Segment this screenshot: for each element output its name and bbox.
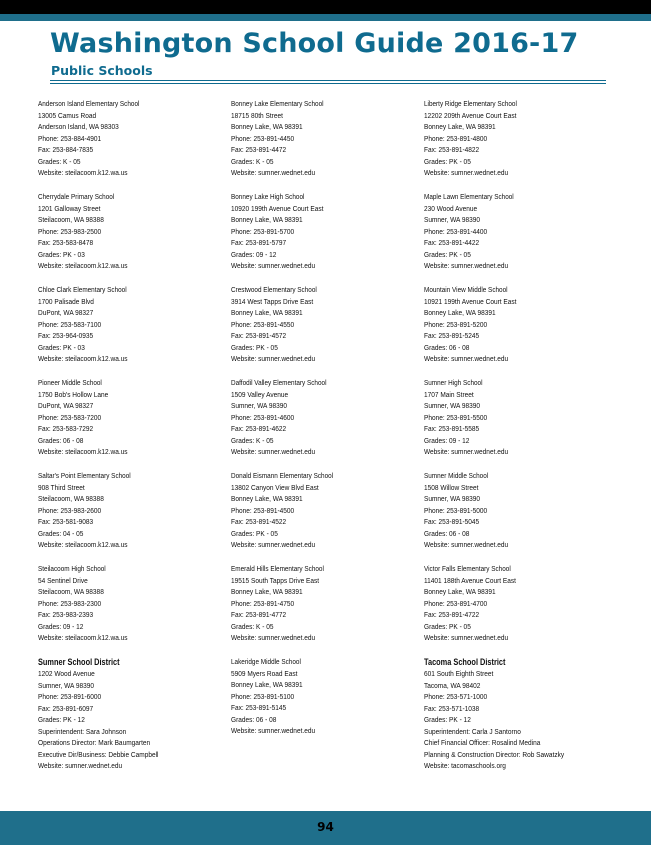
column-left bbox=[38, 98, 228, 770]
entry-detail-line: Fax: 253-891-5585 bbox=[424, 424, 480, 433]
entry-detail-line: Phone: 253-891-5700 bbox=[231, 226, 295, 236]
entry-detail-line: Grades: PK - 05 bbox=[231, 342, 278, 352]
header-rule-bottom bbox=[50, 83, 606, 84]
school-name: Pioneer Middle School bbox=[38, 378, 102, 387]
school-name: Maple Lawn Elementary School bbox=[424, 192, 514, 201]
top-teal-band bbox=[0, 14, 651, 21]
entry-detail-line: Grades: 06 - 08 bbox=[231, 714, 277, 724]
school-entry bbox=[424, 284, 614, 377]
entry-detail-line: Bonney Lake, WA 98391 bbox=[231, 215, 303, 224]
entry-detail-line: Phone: 253-891-4700 bbox=[424, 598, 488, 608]
entry-detail-line: Grades: 09 - 12 bbox=[38, 621, 84, 631]
entry-detail-line: Planning & Construction Director: Rob Sawatzky bbox=[424, 749, 565, 759]
school-name: Anderson Island Elementary School bbox=[38, 99, 140, 108]
entry-detail-line: Operations Director: Mark Baumgarten bbox=[38, 738, 151, 747]
entry-detail-line: Bonney Lake, WA 98391 bbox=[231, 122, 303, 131]
school-name: Lakeridge Middle School bbox=[231, 657, 301, 666]
entry-detail-line: Fax: 253-583-8478 bbox=[38, 238, 94, 247]
school-name: Sumner High School bbox=[424, 378, 483, 387]
entry-detail-line: Superintendent: Sara Johnson bbox=[38, 726, 127, 736]
entry-detail-line: Bonney Lake, WA 98391 bbox=[231, 308, 303, 317]
entry-detail-line: Bonney Lake, WA 98391 bbox=[231, 680, 303, 689]
entry-detail-line: Website: steilacoom.k12.wa.us bbox=[38, 261, 128, 270]
entry-detail-line: Grades: PK - 12 bbox=[424, 715, 471, 724]
school-name: Liberty Ridge Elementary School bbox=[424, 99, 517, 108]
school-entry bbox=[38, 563, 228, 656]
entry-detail-line: Grades: K - 05 bbox=[231, 621, 274, 631]
entry-detail-line: Fax: 253-983-2393 bbox=[38, 610, 94, 619]
entry-detail-line: Sumner, WA 98390 bbox=[231, 401, 288, 410]
entry-detail-line: Grades: 04 - 05 bbox=[38, 528, 84, 538]
entry-detail-line: 1509 Valley Avenue bbox=[231, 389, 289, 399]
entry-detail-line: Website: sumner.wednet.edu bbox=[231, 261, 316, 270]
school-entry bbox=[231, 656, 421, 749]
entry-detail-line: 230 Wood Avenue bbox=[424, 203, 478, 213]
school-entry bbox=[424, 191, 614, 284]
school-entry bbox=[38, 377, 228, 470]
school-entry bbox=[231, 98, 421, 191]
entry-detail-line: 1707 Main Street bbox=[424, 389, 474, 399]
district-name: Tacoma School District bbox=[424, 657, 506, 667]
entry-detail-line: Bonney Lake, WA 98391 bbox=[424, 308, 496, 317]
entry-detail-line: Grades: 06 - 08 bbox=[424, 342, 470, 352]
entry-detail-line: Sumner, WA 98390 bbox=[424, 494, 481, 503]
school-entry bbox=[38, 470, 228, 563]
entry-detail-line: Grades: PK - 03 bbox=[38, 249, 85, 259]
entry-detail-line: Fax: 253-891-6097 bbox=[38, 703, 94, 713]
school-name: Steilacoom High School bbox=[38, 564, 106, 573]
entry-detail-line: Phone: 253-891-5100 bbox=[231, 691, 295, 701]
entry-detail-line: Phone: 253-891-4500 bbox=[231, 505, 295, 515]
school-name: Saltar's Point Elementary School bbox=[38, 471, 131, 480]
header-rule-top bbox=[50, 80, 606, 81]
school-name: Mountain View Middle School bbox=[424, 285, 508, 294]
entry-detail-line: Website: sumner.wednet.edu bbox=[231, 726, 316, 735]
entry-detail-line: Website: sumner.wednet.edu bbox=[231, 447, 316, 456]
entry-detail-line: Phone: 253-891-5500 bbox=[424, 412, 488, 422]
entry-detail-line: Fax: 253-891-4422 bbox=[424, 238, 480, 247]
school-entry bbox=[231, 377, 421, 470]
district-entry bbox=[424, 656, 614, 770]
school-entry bbox=[231, 191, 421, 284]
entry-detail-line: Steilacoom, WA 98388 bbox=[38, 215, 104, 224]
school-entry bbox=[424, 470, 614, 563]
entry-detail-line: Website: sumner.wednet.edu bbox=[424, 447, 509, 456]
entry-detail-line: 908 Third Street bbox=[38, 482, 85, 492]
entry-detail-line: Website: sumner.wednet.edu bbox=[424, 540, 509, 549]
entry-detail-line: Grades: PK - 05 bbox=[424, 249, 471, 259]
school-name: Cherrydale Primary School bbox=[38, 192, 115, 201]
school-name: Donald Eismann Elementary School bbox=[231, 471, 334, 480]
entry-detail-line: Phone: 253-891-4600 bbox=[231, 412, 295, 422]
school-entry bbox=[38, 284, 228, 377]
entry-detail-line: Phone: 253-891-5000 bbox=[424, 505, 488, 515]
entry-detail-line: Grades: K - 05 bbox=[231, 435, 274, 445]
district-name: Sumner School District bbox=[38, 657, 120, 667]
entry-detail-line: Grades: 09 - 12 bbox=[424, 435, 470, 445]
entry-detail-line: Website: sumner.wednet.edu bbox=[424, 633, 509, 642]
entry-detail-line: Bonney Lake, WA 98391 bbox=[231, 494, 303, 503]
entry-detail-line: Fax: 253-891-4622 bbox=[231, 424, 287, 433]
page-title: Washington School Guide 2016-17 bbox=[50, 28, 579, 59]
school-entry bbox=[231, 563, 421, 656]
entry-detail-line: 11401 188th Avenue Court East bbox=[424, 575, 516, 585]
entry-detail-line: Website: sumner.wednet.edu bbox=[424, 261, 509, 270]
entry-detail-line: Website: steilacoom.k12.wa.us bbox=[38, 540, 128, 549]
school-name: Daffodil Valley Elementary School bbox=[231, 378, 327, 387]
entry-detail-line: Fax: 253-891-5797 bbox=[231, 238, 287, 247]
entry-detail-line: Phone: 253-884-4901 bbox=[38, 133, 102, 143]
school-name: Bonney Lake High School bbox=[231, 192, 305, 201]
entry-detail-line: 13802 Canyon View Blvd East bbox=[231, 482, 319, 492]
entry-detail-line: 13005 Camus Road bbox=[38, 110, 97, 120]
school-entry bbox=[424, 377, 614, 470]
entry-detail-line: Phone: 253-583-7200 bbox=[38, 412, 102, 422]
entry-detail-line: 5909 Myers Road East bbox=[231, 668, 298, 678]
entry-detail-line: 1508 Willow Street bbox=[424, 482, 479, 492]
entry-detail-line: Executive Dir/Business: Debbie Campbell bbox=[38, 749, 159, 759]
entry-detail-line: Sumner, WA 98390 bbox=[424, 401, 481, 410]
entry-detail-line: Phone: 253-983-2600 bbox=[38, 505, 102, 515]
entry-detail-line: Fax: 253-891-4822 bbox=[424, 145, 480, 154]
entry-detail-line: Phone: 253-891-4450 bbox=[231, 133, 295, 143]
entry-detail-line: Phone: 253-891-6000 bbox=[38, 692, 102, 701]
entry-detail-line: Website: tacomaschools.org bbox=[424, 761, 506, 770]
school-name: Sumner Middle School bbox=[424, 471, 489, 480]
entry-detail-line: Phone: 253-983-2300 bbox=[38, 598, 102, 608]
entry-detail-line: Chief Financial Officer: Rosalind Medina bbox=[424, 738, 541, 747]
entry-detail-line: DuPont, WA 98327 bbox=[38, 401, 94, 410]
entry-detail-line: Grades: PK - 12 bbox=[38, 715, 85, 724]
entry-detail-line: Phone: 253-891-4550 bbox=[231, 319, 295, 329]
entry-detail-line: Website: sumner.wednet.edu bbox=[231, 168, 316, 177]
school-entry bbox=[424, 98, 614, 191]
entry-detail-line: Website: steilacoom.k12.wa.us bbox=[38, 168, 128, 177]
entry-detail-line: Anderson Island, WA 98303 bbox=[38, 122, 119, 131]
entry-detail-line: Bonney Lake, WA 98391 bbox=[424, 587, 496, 596]
entry-detail-line: Website: sumner.wednet.edu bbox=[231, 354, 316, 363]
entry-detail-line: Phone: 253-891-5200 bbox=[424, 319, 488, 329]
entry-detail-line: Fax: 253-571-1038 bbox=[424, 703, 480, 713]
entry-detail-line: Steilacoom, WA 98388 bbox=[38, 494, 104, 503]
entry-detail-line: Grades: 06 - 08 bbox=[38, 435, 84, 445]
entry-detail-line: Grades: PK - 05 bbox=[424, 156, 471, 166]
entry-detail-line: DuPont, WA 98327 bbox=[38, 308, 94, 317]
entry-detail-line: 10921 199th Avenue Court East bbox=[424, 296, 517, 306]
entry-detail-line: Phone: 253-891-4400 bbox=[424, 226, 488, 236]
entry-detail-line: 10920 199th Avenue Court East bbox=[231, 203, 324, 213]
entry-detail-line: Website: sumner.wednet.edu bbox=[38, 761, 123, 770]
entry-detail-line: 1750 Bob's Hollow Lane bbox=[38, 389, 109, 399]
entry-detail-line: Website: sumner.wednet.edu bbox=[424, 354, 509, 363]
entry-detail-line: 1202 Wood Avenue bbox=[38, 669, 95, 678]
entry-detail-line: Superintendent: Carla J Santorno bbox=[424, 726, 521, 736]
entry-detail-line: Grades: K - 05 bbox=[231, 156, 274, 166]
school-name: Bonney Lake Elementary School bbox=[231, 99, 324, 108]
entry-detail-line: Grades: PK - 05 bbox=[231, 528, 278, 538]
entry-detail-line: 54 Sentinel Drive bbox=[38, 575, 88, 585]
entry-detail-line: Sumner, WA 98390 bbox=[424, 215, 481, 224]
entry-detail-line: Phone: 253-891-4750 bbox=[231, 598, 295, 608]
entry-detail-line: 601 South Eighth Street bbox=[424, 669, 494, 678]
entry-detail-line: Steilacoom, WA 98388 bbox=[38, 587, 104, 596]
school-entry bbox=[231, 470, 421, 563]
entry-detail-line: Fax: 253-581-9083 bbox=[38, 517, 94, 526]
school-entry bbox=[38, 98, 228, 191]
entry-detail-line: Phone: 253-983-2500 bbox=[38, 226, 102, 236]
entry-detail-line: Fax: 253-583-7292 bbox=[38, 424, 94, 433]
entry-detail-line: Fax: 253-964-0935 bbox=[38, 331, 94, 340]
entry-detail-line: Fax: 253-891-4722 bbox=[424, 610, 480, 619]
entry-detail-line: 12202 209th Avenue Court East bbox=[424, 110, 517, 120]
entry-detail-line: Fax: 253-891-5045 bbox=[424, 517, 480, 526]
school-name: Crestwood Elementary School bbox=[231, 285, 317, 294]
entry-detail-line: Website: steilacoom.k12.wa.us bbox=[38, 354, 128, 363]
entry-detail-line: Grades: PK - 05 bbox=[424, 621, 471, 631]
top-black-band bbox=[0, 0, 651, 14]
entry-detail-line: Website: sumner.wednet.edu bbox=[424, 168, 509, 177]
entry-detail-line: Sumner, WA 98390 bbox=[38, 680, 95, 690]
entry-detail-line: Website: steilacoom.k12.wa.us bbox=[38, 633, 128, 642]
entry-detail-line: Fax: 253-891-5245 bbox=[424, 331, 480, 340]
entry-detail-line: Website: sumner.wednet.edu bbox=[231, 633, 316, 642]
entry-detail-line: Fax: 253-891-5145 bbox=[231, 703, 287, 712]
entry-detail-line: Grades: K - 05 bbox=[38, 156, 81, 166]
entry-detail-line: Phone: 253-583-7100 bbox=[38, 319, 102, 329]
column-right bbox=[424, 98, 614, 770]
entry-detail-line: Bonney Lake, WA 98391 bbox=[231, 587, 303, 596]
entry-detail-line: Fax: 253-884-7835 bbox=[38, 145, 94, 154]
column-middle bbox=[231, 98, 421, 749]
school-entry bbox=[38, 191, 228, 284]
entry-detail-line: Fax: 253-891-4572 bbox=[231, 331, 287, 340]
entry-detail-line: 3914 West Tapps Drive East bbox=[231, 296, 314, 306]
school-entry bbox=[231, 284, 421, 377]
entry-detail-line: 19515 South Tapps Drive East bbox=[231, 575, 320, 585]
entry-detail-line: Fax: 253-891-4472 bbox=[231, 145, 287, 154]
entry-detail-line: Bonney Lake, WA 98391 bbox=[424, 122, 496, 131]
school-name: Chloe Clark Elementary School bbox=[38, 285, 127, 294]
school-entry bbox=[424, 563, 614, 656]
entry-detail-line: Grades: 06 - 08 bbox=[424, 528, 470, 538]
entry-detail-line: 1201 Galloway Street bbox=[38, 203, 101, 213]
page-subtitle: Public Schools bbox=[51, 63, 153, 78]
entry-detail-line: Phone: 253-891-4800 bbox=[424, 133, 488, 143]
entry-detail-line: Tacoma, WA 98402 bbox=[424, 680, 481, 690]
school-name: Emerald Hills Elementary School bbox=[231, 564, 324, 573]
entry-detail-line: Website: sumner.wednet.edu bbox=[231, 540, 316, 549]
page-number: 94 bbox=[317, 820, 334, 834]
entry-detail-line: Grades: 09 - 12 bbox=[231, 249, 277, 259]
entry-detail-line: Phone: 253-571-1000 bbox=[424, 692, 488, 701]
district-entry bbox=[38, 656, 228, 770]
entry-detail-line: Grades: PK - 03 bbox=[38, 342, 85, 352]
entry-detail-line: Website: steilacoom.k12.wa.us bbox=[38, 447, 128, 456]
entry-detail-line: Fax: 253-891-4772 bbox=[231, 610, 287, 619]
entry-detail-line: 18715 80th Street bbox=[231, 110, 283, 120]
entry-detail-line: 1700 Palisade Blvd bbox=[38, 296, 94, 306]
entry-detail-line: Fax: 253-891-4522 bbox=[231, 517, 287, 526]
school-name: Victor Falls Elementary School bbox=[424, 564, 511, 573]
